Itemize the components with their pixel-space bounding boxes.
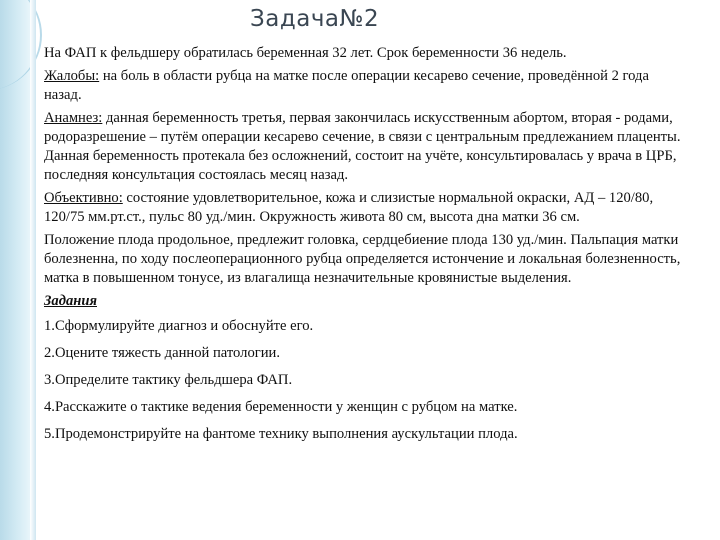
task-item-4: 4.Расскажите о тактике ведения беременности у женщин с рубцом на матке. xyxy=(44,399,518,415)
fetus-paragraph: Положение плода продольное, предлежит головка, сердцебиение плода 130 уд./мин. Пальпация матки болезненна, по ходу послеоперационного рубца определяется истончение и локальная болезненность, матка в повышенном тонусе, из влагалища незначительные кровянистые выделения. xyxy=(44,232,681,286)
sidebar-divider xyxy=(30,0,36,540)
task-item-1: 1.Сформулируйте диагноз и обоснуйте его. xyxy=(44,318,314,334)
slide-content xyxy=(44,44,684,452)
task-item-5: 5.Продемонстрируйте на фантоме технику выполнения аускультации плода. xyxy=(44,426,518,442)
slide-title: Задача№2 xyxy=(250,6,380,32)
anamnesis-label: Анамнез: xyxy=(44,110,103,126)
complaints-text: на боль в области рубца на матке после операции кесарево сечение, проведённой 2 года назад. xyxy=(44,68,649,103)
objective-label: Объективно: xyxy=(44,190,123,206)
objective-text: состояние удовлетворительное, кожа и слизистые нормальной окраски, АД – 120/80, 120/75 мм.рт.ст., пульс 80 уд./мин. Окружность живота 80 см, высота дна матки 36 см. xyxy=(44,190,654,225)
intro-paragraph: На ФАП к фельдшеру обратилась беременная 32 лет. Срок беременности 36 недель. xyxy=(44,45,567,61)
anamnesis-paragraph xyxy=(44,109,684,185)
task-item-3: 3.Определите тактику фельдшера ФАП. xyxy=(44,372,293,388)
objective-paragraph xyxy=(44,189,684,227)
anamnesis-text: данная беременность третья, первая закончилась искусственным абортом, вторая - родами, родоразрешение – путём операции кесарево сечение, в связи с центральным предлежанием плаценты. Данная беременность протекала без осложнений, состоит на учёте, консультировалась у врача в ЦРБ, последняя консультация состоялась месяц назад. xyxy=(44,110,681,183)
complaints-paragraph xyxy=(44,67,684,105)
task-item-2: 2.Оцените тяжесть данной патологии. xyxy=(44,345,280,361)
complaints-label: Жалобы: xyxy=(44,68,100,84)
decorative-sidebar xyxy=(0,0,30,540)
tasks-heading: Задания xyxy=(44,293,97,309)
